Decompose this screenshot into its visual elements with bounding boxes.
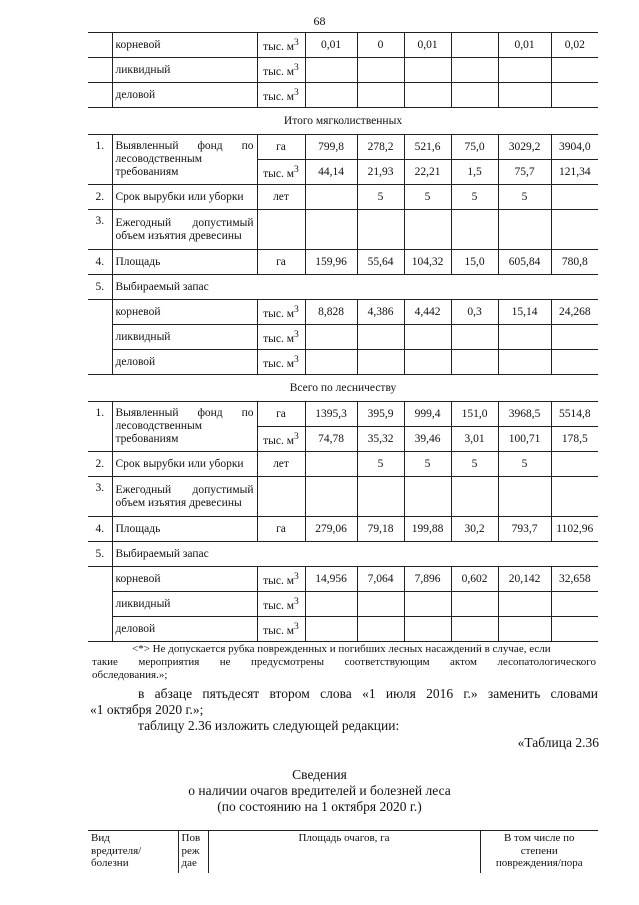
table-row bbox=[88, 135, 598, 160]
value-cell: 0,01 bbox=[305, 33, 357, 58]
unit-cell: тыс. $м^3$ bbox=[257, 567, 305, 592]
value-cell bbox=[451, 83, 498, 108]
value-cell bbox=[404, 325, 451, 350]
value-cell bbox=[404, 592, 451, 617]
table-row bbox=[88, 402, 598, 427]
value-cell: 1,5 bbox=[451, 160, 498, 185]
value-cell bbox=[357, 350, 404, 375]
unit-superscript: 3 bbox=[294, 431, 299, 443]
value-cell bbox=[305, 325, 357, 350]
value-cell bbox=[551, 325, 598, 350]
value-cell bbox=[451, 33, 498, 58]
value-cell: 5 bbox=[451, 452, 498, 477]
value-cell: 799,8 bbox=[305, 135, 357, 160]
value-cell: 5514,8 bbox=[551, 402, 598, 427]
value-cell bbox=[451, 592, 498, 617]
value-cell: 24,268 bbox=[551, 300, 598, 325]
value-cell: 0,02 bbox=[551, 33, 598, 58]
doc-title: Сведения bbox=[292, 767, 347, 782]
value-cell: 395,9 bbox=[357, 402, 404, 427]
amendment-1-line-1: в абзаце пятьдесят втором слова «1 июля 2016 г.» заменить словами bbox=[138, 686, 598, 701]
value-cell bbox=[451, 350, 498, 375]
unit-cell: тыс. $м^3$ bbox=[257, 617, 305, 642]
value-cell: 7,896 bbox=[404, 567, 451, 592]
value-cell bbox=[305, 210, 357, 250]
value-cell bbox=[404, 350, 451, 375]
value-cell: 3904,0 bbox=[551, 135, 598, 160]
unit-superscript: 3 bbox=[294, 304, 299, 316]
value-cell bbox=[404, 477, 451, 517]
section-title: Всего по лесничеству bbox=[88, 375, 598, 402]
name-cell: деловой bbox=[112, 350, 257, 375]
footnote-line-3: обследования.»; bbox=[92, 669, 168, 681]
value-cell: 75,7 bbox=[498, 160, 551, 185]
name-cell: деловой bbox=[112, 617, 257, 642]
value-cell bbox=[551, 83, 598, 108]
value-cell: 8,828 bbox=[305, 300, 357, 325]
unit-cell: тыс. $м^3$ bbox=[257, 83, 305, 108]
table-row bbox=[88, 592, 598, 617]
header-repeat: Пов реж дае bbox=[178, 831, 208, 874]
num-cell: 3. bbox=[88, 477, 112, 517]
value-cell: 79,18 bbox=[357, 517, 404, 542]
unit-cell: тыс. $м^3$ bbox=[257, 58, 305, 83]
value-cell: 74,78 bbox=[305, 427, 357, 452]
table-row bbox=[88, 542, 598, 567]
footnote-line-2: такие мероприятия не предусмотрены соответствующим актом лесопатологического bbox=[92, 656, 596, 668]
name-cell: Выбираемый запас bbox=[112, 542, 598, 567]
value-cell bbox=[404, 83, 451, 108]
value-cell bbox=[305, 452, 357, 477]
num-cell: 5. bbox=[88, 275, 112, 300]
unit-cell: га bbox=[257, 250, 305, 275]
num-cell bbox=[88, 567, 112, 642]
table-row bbox=[88, 517, 598, 542]
unit-cell: тыс. $м^3$ bbox=[257, 427, 305, 452]
value-cell bbox=[357, 58, 404, 83]
unit-cell bbox=[257, 477, 305, 517]
num-cell bbox=[88, 33, 112, 58]
unit-cell: тыс. $м^3$ bbox=[257, 160, 305, 185]
value-cell bbox=[305, 592, 357, 617]
table-row bbox=[88, 250, 598, 275]
unit-cell: га bbox=[257, 402, 305, 427]
name-cell: Ежегодный допустимый объем изъятия древесины bbox=[112, 210, 257, 250]
value-cell bbox=[551, 58, 598, 83]
value-cell bbox=[357, 83, 404, 108]
value-cell: 521,6 bbox=[404, 135, 451, 160]
value-cell: 104,32 bbox=[404, 250, 451, 275]
value-cell: 159,96 bbox=[305, 250, 357, 275]
value-cell bbox=[498, 617, 551, 642]
unit-superscript: 3 bbox=[294, 37, 299, 49]
table-row bbox=[88, 477, 598, 517]
table-row bbox=[88, 325, 598, 350]
header-area: Площадь очагов, га bbox=[208, 831, 480, 874]
value-cell bbox=[498, 83, 551, 108]
value-cell bbox=[498, 350, 551, 375]
value-cell bbox=[551, 617, 598, 642]
value-cell: 1102,96 bbox=[551, 517, 598, 542]
num-cell: 4. bbox=[88, 250, 112, 275]
name-cell: корневой bbox=[112, 300, 257, 325]
name-cell: Выбираемый запас bbox=[112, 275, 598, 300]
value-cell bbox=[357, 592, 404, 617]
value-cell bbox=[551, 210, 598, 250]
value-cell bbox=[404, 210, 451, 250]
value-cell: 279,06 bbox=[305, 517, 357, 542]
value-cell bbox=[305, 477, 357, 517]
unit-superscript: 3 bbox=[294, 621, 299, 633]
name-cell: Выявленный фонд по лесоводственным требованиям bbox=[112, 402, 257, 452]
num-cell bbox=[88, 300, 112, 375]
num-cell: 4. bbox=[88, 517, 112, 542]
name-cell: Срок вырубки или уборки bbox=[112, 452, 257, 477]
value-cell bbox=[404, 617, 451, 642]
name-cell: Ежегодный допустимый объем изъятия древесины bbox=[112, 477, 257, 517]
value-cell: 35,32 bbox=[357, 427, 404, 452]
unit-superscript: 3 bbox=[294, 62, 299, 74]
table-row bbox=[88, 617, 598, 642]
unit-cell bbox=[257, 210, 305, 250]
value-cell: 5 bbox=[498, 452, 551, 477]
name-cell: Площадь bbox=[112, 250, 257, 275]
value-cell: 75,0 bbox=[451, 135, 498, 160]
table-row bbox=[88, 58, 598, 83]
name-cell: ликвидный bbox=[112, 58, 257, 83]
value-cell bbox=[498, 58, 551, 83]
section-title: Итого мягколиственных bbox=[88, 108, 598, 135]
value-cell: 44,14 bbox=[305, 160, 357, 185]
value-cell: 21,93 bbox=[357, 160, 404, 185]
value-cell: 278,2 bbox=[357, 135, 404, 160]
value-cell: 3,01 bbox=[451, 427, 498, 452]
value-cell: 0,602 bbox=[451, 567, 498, 592]
value-cell bbox=[305, 83, 357, 108]
unit-cell: тыс. $м^3$ bbox=[257, 33, 305, 58]
unit-cell: га bbox=[257, 135, 305, 160]
name-cell: ликвидный bbox=[112, 325, 257, 350]
value-cell: 3029,2 bbox=[498, 135, 551, 160]
name-cell: Выявленный фонд по лесоводственным требованиям bbox=[112, 135, 257, 185]
num-cell: 2. bbox=[88, 185, 112, 210]
value-cell: 5 bbox=[357, 185, 404, 210]
doc-subtitle: о наличии очагов вредителей и болезней леса bbox=[188, 783, 451, 798]
forest-fund-table bbox=[88, 32, 598, 642]
value-cell bbox=[305, 617, 357, 642]
unit-cell: тыс. $м^3$ bbox=[257, 300, 305, 325]
value-cell: 39,46 bbox=[404, 427, 451, 452]
unit-cell: тыс. $м^3$ bbox=[257, 350, 305, 375]
num-cell: 3. bbox=[88, 210, 112, 250]
value-cell bbox=[357, 325, 404, 350]
value-cell: 55,64 bbox=[357, 250, 404, 275]
unit-cell: тыс. $м^3$ bbox=[257, 325, 305, 350]
amendment-2: таблицу 2.36 изложить следующей редакции: bbox=[138, 718, 400, 733]
name-cell: Площадь bbox=[112, 517, 257, 542]
value-cell: 5 bbox=[404, 185, 451, 210]
unit-superscript: 3 bbox=[294, 164, 299, 176]
value-cell bbox=[451, 617, 498, 642]
value-cell bbox=[451, 210, 498, 250]
value-cell: 151,0 bbox=[451, 402, 498, 427]
num-cell bbox=[88, 83, 112, 108]
value-cell bbox=[498, 592, 551, 617]
value-cell: 20,142 bbox=[498, 567, 551, 592]
unit-cell: лет bbox=[257, 452, 305, 477]
name-cell: корневой bbox=[112, 33, 257, 58]
value-cell: 4,386 bbox=[357, 300, 404, 325]
value-cell: 4,442 bbox=[404, 300, 451, 325]
value-cell bbox=[551, 592, 598, 617]
value-cell: 1395,3 bbox=[305, 402, 357, 427]
value-cell: 30,2 bbox=[451, 517, 498, 542]
value-cell: 32,658 bbox=[551, 567, 598, 592]
value-cell: 5 bbox=[357, 452, 404, 477]
value-cell: 0,01 bbox=[404, 33, 451, 58]
value-cell: 3968,5 bbox=[498, 402, 551, 427]
doc-date-note: (по состоянию на 1 октября 2020 г.) bbox=[217, 799, 422, 814]
unit-superscript: 3 bbox=[294, 354, 299, 366]
num-cell bbox=[88, 58, 112, 83]
table-row bbox=[88, 300, 598, 325]
table-label: «Таблица 2.36 bbox=[517, 735, 599, 750]
num-cell: 1. bbox=[88, 402, 112, 452]
unit-cell: тыс. $м^3$ bbox=[257, 592, 305, 617]
unit-cell: га bbox=[257, 517, 305, 542]
unit-superscript: 3 bbox=[294, 596, 299, 608]
value-cell: 7,064 bbox=[357, 567, 404, 592]
value-cell bbox=[357, 210, 404, 250]
pests-table-header bbox=[88, 830, 598, 873]
value-cell: 15,14 bbox=[498, 300, 551, 325]
value-cell: 780,8 bbox=[551, 250, 598, 275]
table-row bbox=[88, 275, 598, 300]
unit-superscript: 3 bbox=[294, 87, 299, 99]
value-cell: 999,4 bbox=[404, 402, 451, 427]
name-cell: деловой bbox=[112, 83, 257, 108]
name-cell: корневой bbox=[112, 567, 257, 592]
value-cell: 5 bbox=[404, 452, 451, 477]
value-cell: 15,0 bbox=[451, 250, 498, 275]
footnote bbox=[92, 643, 596, 682]
value-cell: 0,01 bbox=[498, 33, 551, 58]
name-cell: ликвидный bbox=[112, 592, 257, 617]
value-cell bbox=[357, 617, 404, 642]
table-row bbox=[88, 350, 598, 375]
value-cell bbox=[551, 477, 598, 517]
table-row bbox=[88, 83, 598, 108]
value-cell bbox=[551, 185, 598, 210]
page-number: 68 bbox=[313, 14, 326, 28]
table-row bbox=[88, 210, 598, 250]
value-cell: 100,71 bbox=[498, 427, 551, 452]
value-cell: 22,21 bbox=[404, 160, 451, 185]
value-cell bbox=[451, 325, 498, 350]
table-row bbox=[88, 452, 598, 477]
value-cell: 199,88 bbox=[404, 517, 451, 542]
value-cell: 14,956 bbox=[305, 567, 357, 592]
header-damage-degree: В том числе по степени повреждения/пора bbox=[480, 831, 598, 874]
value-cell: 0,3 bbox=[451, 300, 498, 325]
name-cell: Срок вырубки или уборки bbox=[112, 185, 257, 210]
value-cell bbox=[551, 350, 598, 375]
footnote-line-1: <*> Не допускается рубка поврежденных и погибших лесных насаждений в случае, если bbox=[132, 643, 551, 655]
value-cell: 793,7 bbox=[498, 517, 551, 542]
unit-cell: лет bbox=[257, 185, 305, 210]
table-row bbox=[88, 33, 598, 58]
table-row bbox=[88, 567, 598, 592]
section-header-row bbox=[88, 108, 598, 135]
num-cell: 2. bbox=[88, 452, 112, 477]
value-cell bbox=[498, 477, 551, 517]
value-cell bbox=[498, 210, 551, 250]
value-cell: 0 bbox=[357, 33, 404, 58]
value-cell bbox=[451, 477, 498, 517]
value-cell: 178,5 bbox=[551, 427, 598, 452]
num-cell: 5. bbox=[88, 542, 112, 567]
header-pest-type: Вид вредителя/ болезни bbox=[88, 831, 178, 874]
value-cell bbox=[404, 58, 451, 83]
value-cell bbox=[305, 58, 357, 83]
unit-superscript: 3 bbox=[294, 329, 299, 341]
table-row bbox=[88, 185, 598, 210]
value-cell: 5 bbox=[451, 185, 498, 210]
value-cell bbox=[357, 477, 404, 517]
num-cell: 1. bbox=[88, 135, 112, 185]
section-header-row bbox=[88, 375, 598, 402]
value-cell bbox=[498, 325, 551, 350]
value-cell bbox=[451, 58, 498, 83]
value-cell: 5 bbox=[498, 185, 551, 210]
value-cell bbox=[551, 452, 598, 477]
value-cell bbox=[305, 350, 357, 375]
amendment-1-line-2: «1 октября 2020 г.»; bbox=[90, 702, 204, 717]
value-cell bbox=[305, 185, 357, 210]
unit-superscript: 3 bbox=[294, 571, 299, 583]
value-cell: 121,34 bbox=[551, 160, 598, 185]
value-cell: 605,84 bbox=[498, 250, 551, 275]
